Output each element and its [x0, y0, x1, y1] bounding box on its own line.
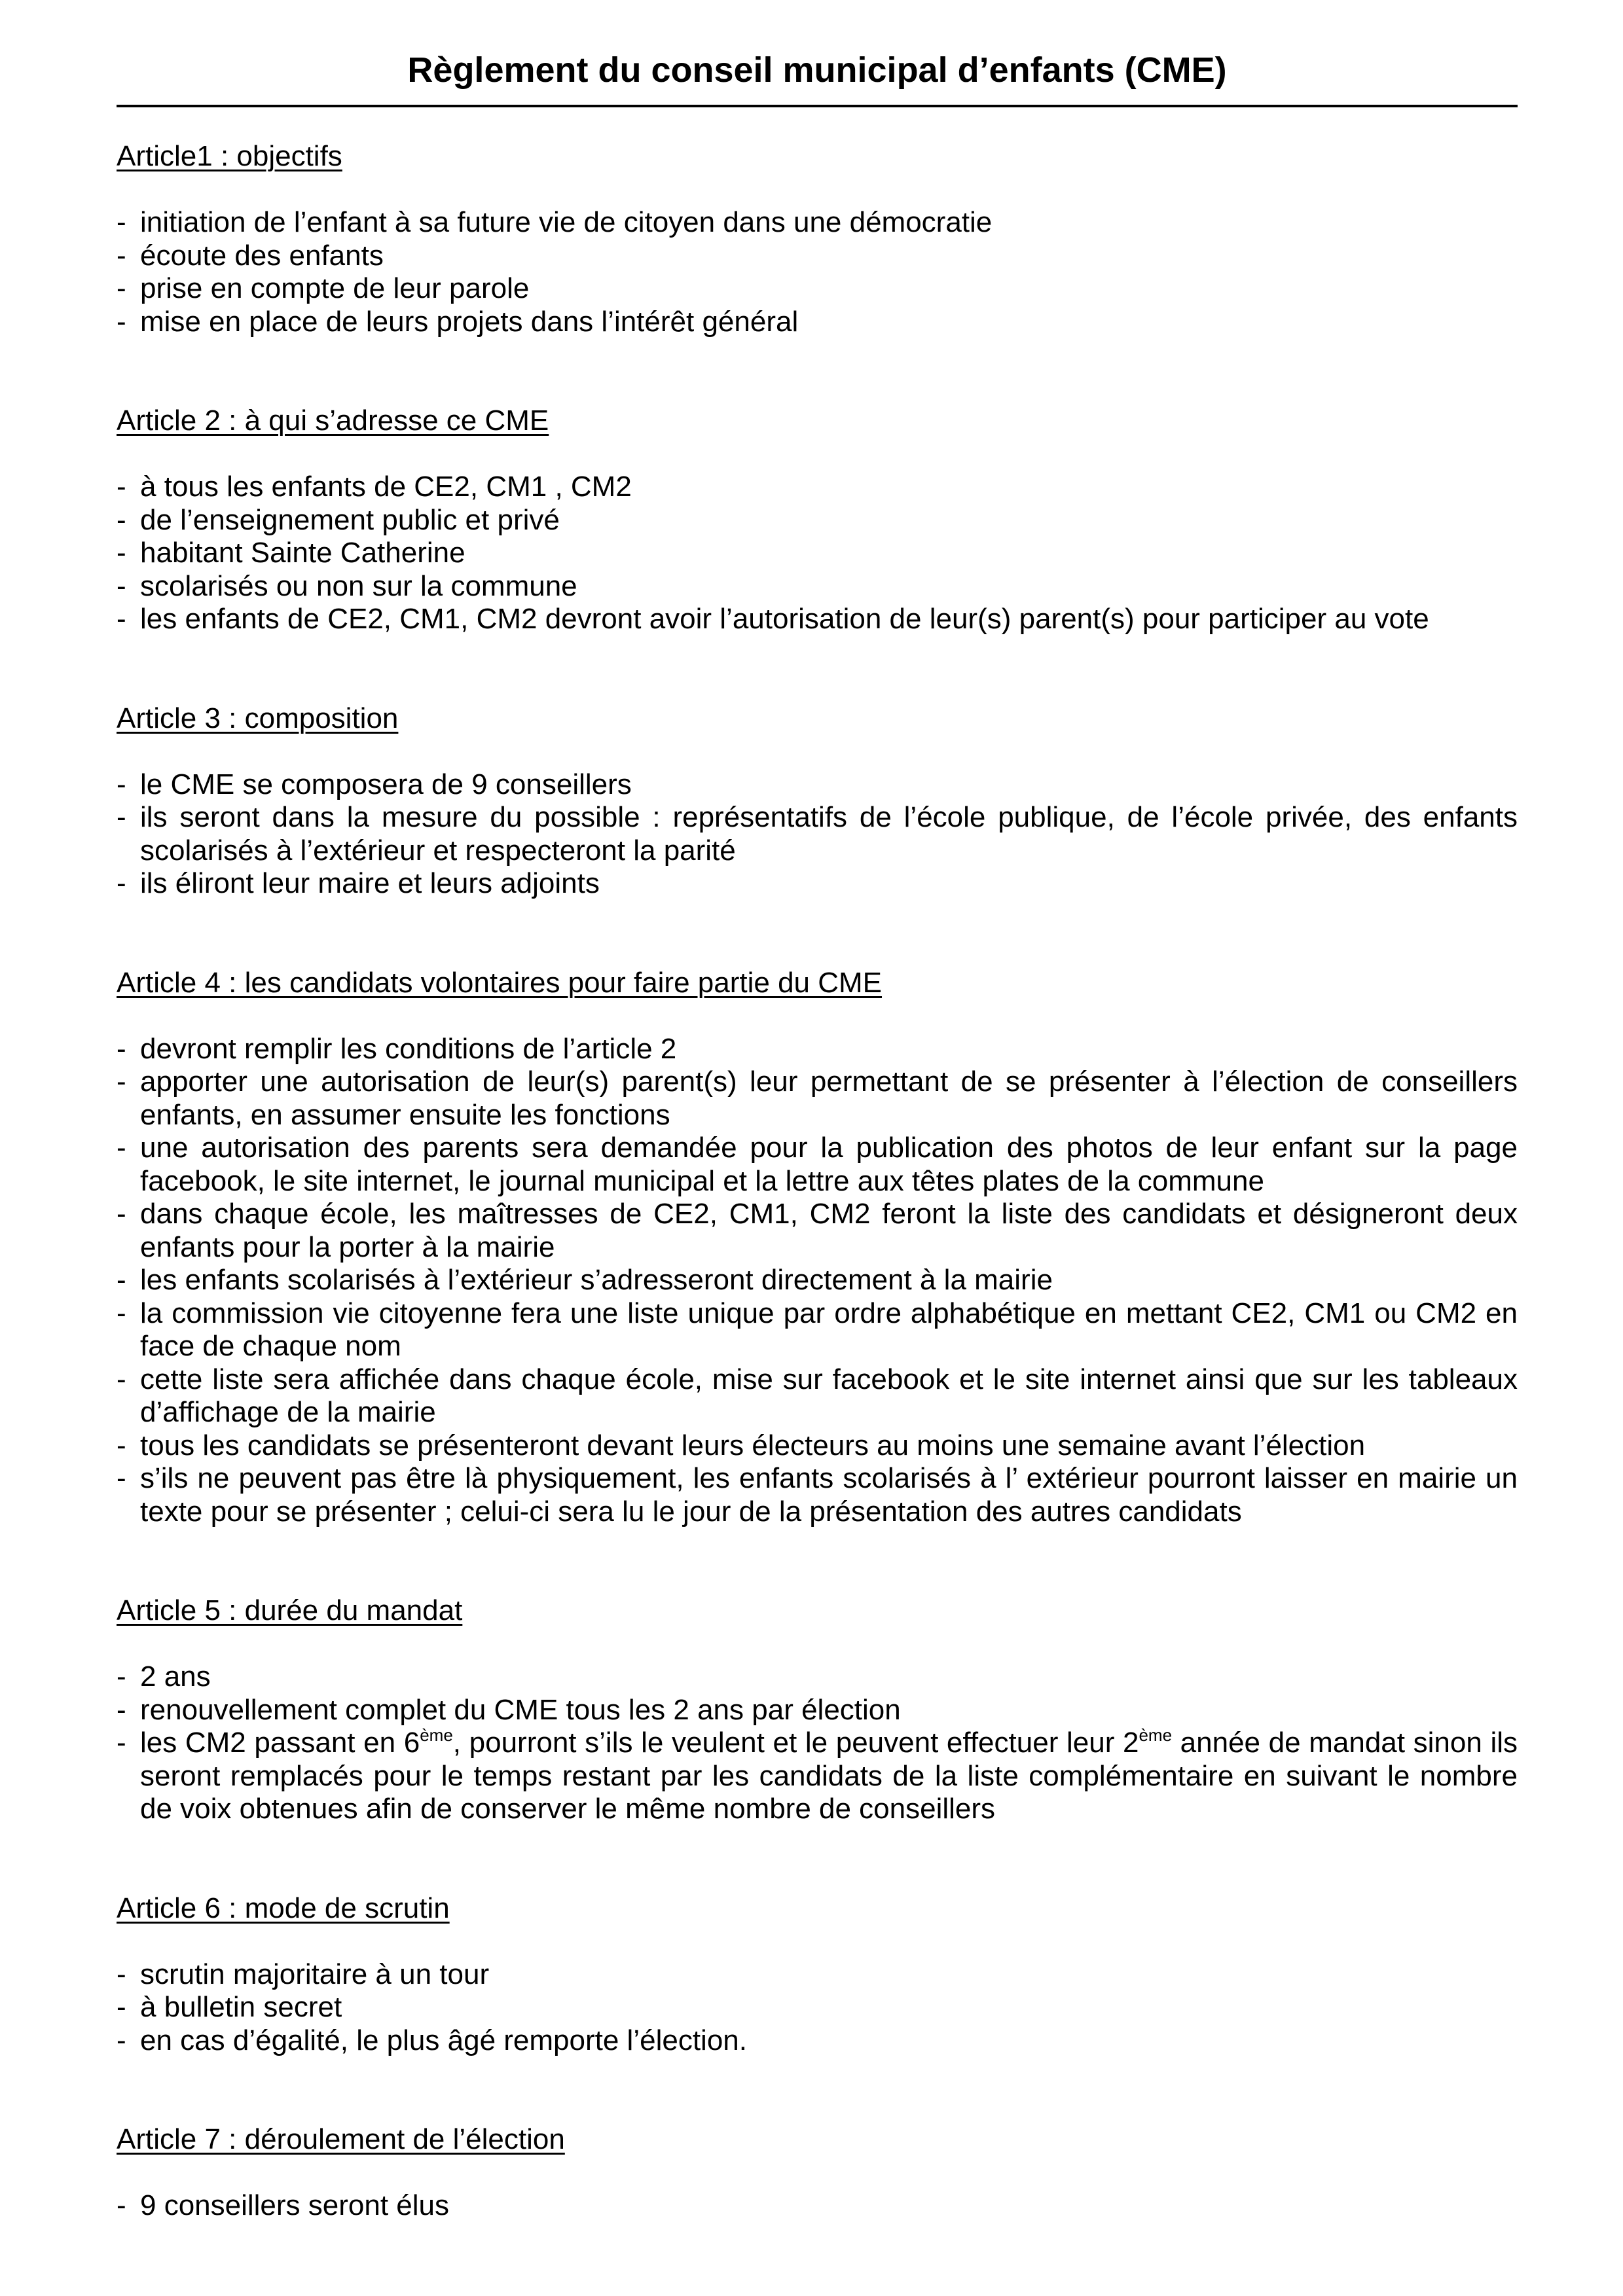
list-item: - scrutin majoritaire à un tour	[117, 1958, 1518, 1992]
list-item: - une autorisation des parents sera demandée pour la publication des photos de leur enfant sur la page facebook, le site internet, le journal municipal et la lettre aux têtes plates de la commune	[117, 1132, 1518, 1198]
article-item-list	[117, 1958, 1518, 2058]
list-item: - habitant Sainte Catherine	[117, 537, 1518, 570]
article-item-list	[117, 1033, 1518, 1529]
article-item-list	[117, 768, 1518, 901]
list-item: - scolarisés ou non sur la commune	[117, 570, 1518, 603]
list-item: - renouvellement complet du CME tous les 2 ans par élection	[117, 1694, 1518, 1727]
article-4	[117, 967, 1518, 1529]
list-item: - initiation de l’enfant à sa future vie de citoyen dans une démocratie	[117, 206, 1518, 240]
article-heading: Article 5 : durée du mandat	[117, 1594, 463, 1626]
list-item: - les enfants de CE2, CM1, CM2 devront avoir l’autorisation de leur(s) parent(s) pour participer au vote	[117, 603, 1518, 636]
article-5	[117, 1594, 1518, 1826]
article-7	[117, 2123, 1518, 2223]
list-item	[117, 1727, 1518, 1826]
article-heading: Article 4 : les candidats volontaires pour faire partie du CME	[117, 966, 883, 999]
article-heading: Article 7 : déroulement de l’élection	[117, 2123, 565, 2155]
article-6	[117, 1892, 1518, 2058]
list-item: - prise en compte de leur parole	[117, 272, 1518, 306]
list-item-text: , pourront s’ils le veulent et le peuvent effectuer leur 2	[452, 1727, 1139, 1759]
list-item-text: année de mandat sinon ils seront remplacés pour le temps restant par les candidats de la liste complémentaire en suivant le nombre de voix obtenues afin de conserver le même nombre de conseillers	[140, 1727, 1518, 1825]
article-3	[117, 702, 1518, 901]
article-item-list	[117, 471, 1518, 636]
list-item: - 9 conseillers seront élus	[117, 2189, 1518, 2223]
list-item: - s’ils ne peuvent pas être là physiquement, les enfants scolarisés à l’ extérieur pourront laisser en mairie un texte pour se présenter ; celui-ci sera lu le jour de la présentation des autres candidats	[117, 1462, 1518, 1528]
article-item-list	[117, 206, 1518, 338]
list-item: - mise en place de leurs projets dans l’intérêt général	[117, 306, 1518, 339]
list-item-text: les CM2 passant en 6	[140, 1727, 420, 1759]
article-heading: Article 6 : mode de scrutin	[117, 1892, 450, 1924]
list-item: - écoute des enfants	[117, 240, 1518, 273]
list-item: - 2 ans	[117, 1660, 1518, 1694]
list-item: - le CME se composera de 9 conseillers	[117, 768, 1518, 802]
list-item: - en cas d’égalité, le plus âgé remporte l’élection.	[117, 2024, 1518, 2058]
list-item: - devront remplir les conditions de l’article 2	[117, 1033, 1518, 1066]
superscript-ordinal: ème	[420, 1725, 453, 1745]
list-item: - la commission vie citoyenne fera une liste unique par ordre alphabétique en mettant CE2, CM1 ou CM2 en face de chaque nom	[117, 1297, 1518, 1363]
list-item: - dans chaque école, les maîtresses de CE2, CM1, CM2 feront la liste des candidats et désigneront deux enfants pour la porter à la mairie	[117, 1198, 1518, 1264]
list-item: - cette liste sera affichée dans chaque école, mise sur facebook et le site internet ainsi que sur les tableaux d’affichage de la mairie	[117, 1363, 1518, 1429]
list-item: - à tous les enfants de CE2, CM1 , CM2	[117, 471, 1518, 504]
article-heading: Article 2 : à qui s’adresse ce CME	[117, 404, 549, 437]
list-item: - ils éliront leur maire et leurs adjoints	[117, 867, 1518, 901]
list-item: - de l’enseignement public et privé	[117, 504, 1518, 537]
superscript-ordinal: ème	[1139, 1725, 1173, 1745]
article-1	[117, 140, 1518, 338]
list-item: - apporter une autorisation de leur(s) parent(s) leur permettant de se présenter à l’élection de conseillers enfants, en assumer ensuite les fonctions	[117, 1066, 1518, 1132]
list-item: - les enfants scolarisés à l’extérieur s’adresseront directement à la mairie	[117, 1264, 1518, 1297]
document-title: Règlement du conseil municipal d’enfants (CME)	[407, 50, 1227, 90]
article-item-list	[117, 2189, 1518, 2223]
article-2	[117, 404, 1518, 636]
list-item: - tous les candidats se présenteront devant leurs électeurs au moins une semaine avant l’élection	[117, 1429, 1518, 1463]
article-item-list	[117, 1660, 1518, 1826]
list-item: - à bulletin secret	[117, 1991, 1518, 2024]
document-body	[117, 140, 1518, 2289]
title-underline-rule	[117, 105, 1518, 107]
article-heading: Article 3 : composition	[117, 702, 399, 734]
article-heading: Article1 : objectifs	[117, 140, 342, 172]
list-item: - ils seront dans la mesure du possible : représentatifs de l’école publique, de l’école privée, des enfants scolarisés à l’extérieur et respecteront la parité	[117, 801, 1518, 867]
